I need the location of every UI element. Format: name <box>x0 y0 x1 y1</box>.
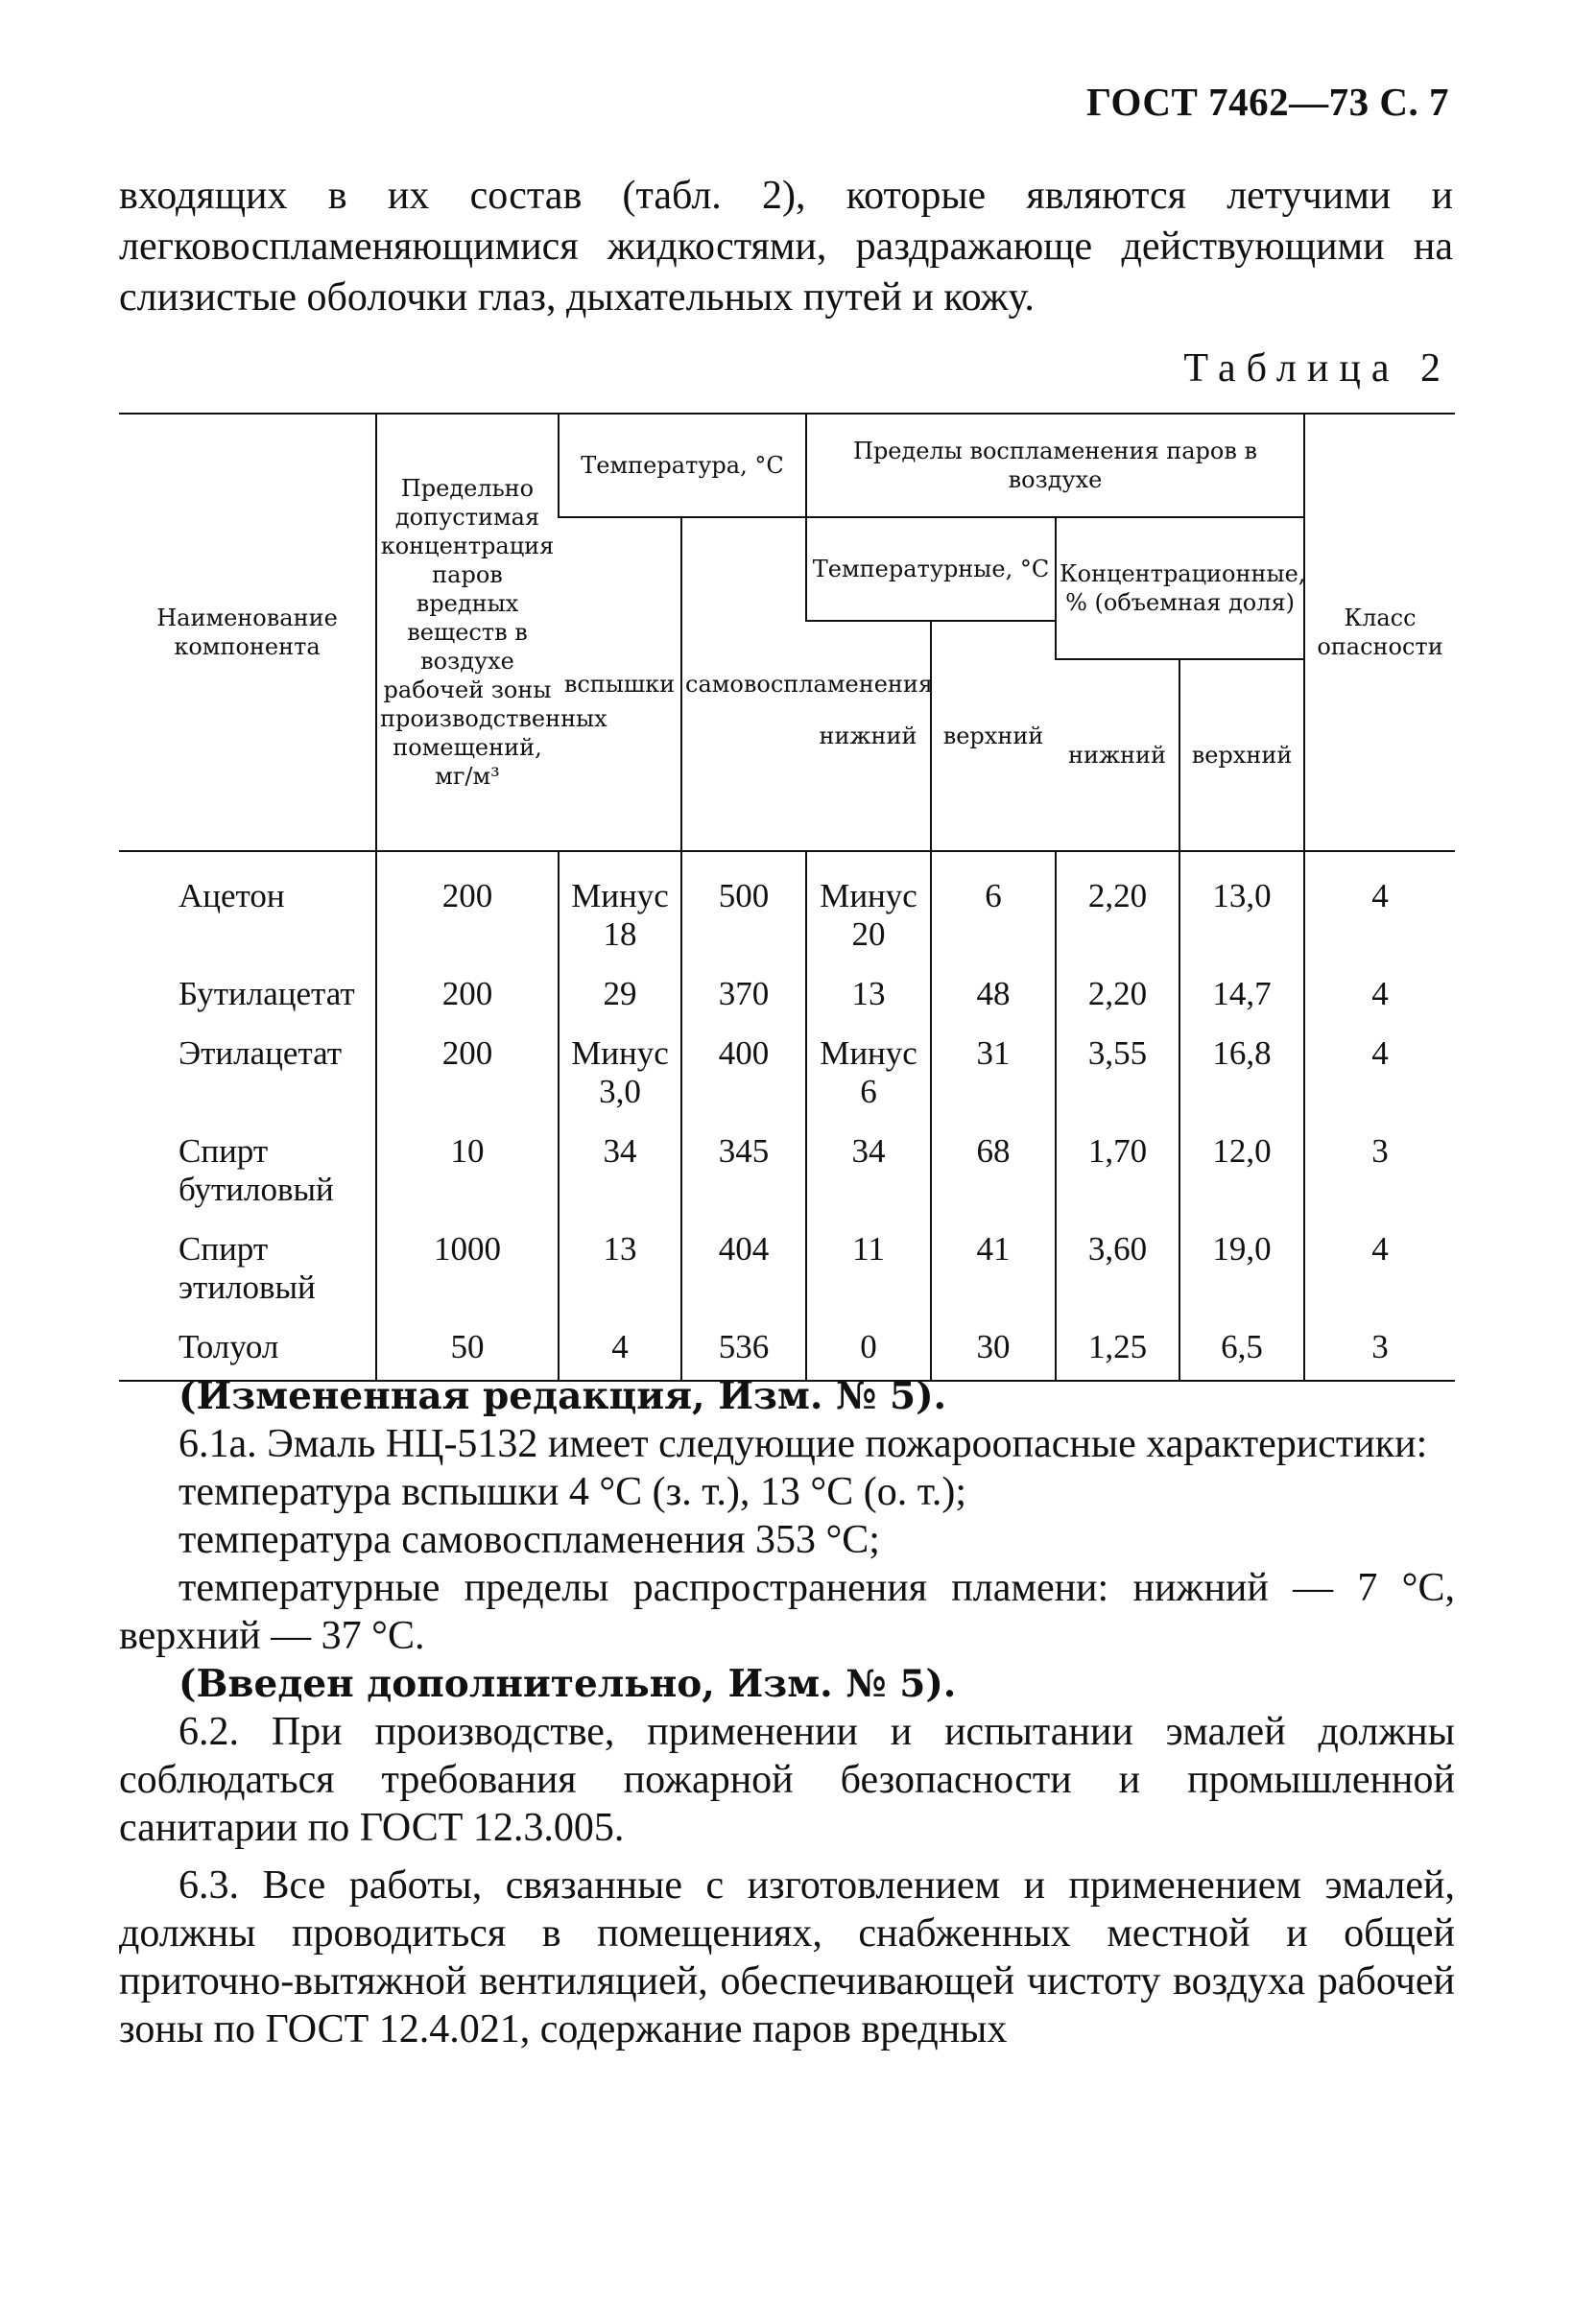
header-name: Наименование компонента <box>119 414 376 851</box>
cell-temp-upper: 6 <box>931 851 1056 965</box>
cell-class: 4 <box>1304 1025 1455 1123</box>
cell-temp-lower: 34 <box>806 1123 931 1221</box>
cell-conc-lower: 1,70 <box>1056 1123 1179 1221</box>
cell-conc-upper: 12,0 <box>1179 1123 1304 1221</box>
cell-class: 4 <box>1304 1221 1455 1318</box>
cell-conc-upper: 13,0 <box>1179 851 1304 965</box>
list-item-flash-point: температура вспышки 4 °С (з. т.), 13 °С (о. т.); <box>179 1470 967 1514</box>
cell-temp-upper: 30 <box>931 1318 1056 1381</box>
cell-conc-lower: 2,20 <box>1056 965 1179 1025</box>
cell-conc-lower: 1,25 <box>1056 1318 1179 1381</box>
cell-pdk: 1000 <box>376 1221 559 1318</box>
cell-flash: Минус 3,0 <box>559 1025 681 1123</box>
cell-temp-upper: 31 <box>931 1025 1056 1123</box>
header-temp-limits: Температурные, °С <box>806 517 1056 621</box>
header-conc-lower: нижний <box>1056 659 1179 851</box>
header-temp-upper: верхний <box>931 621 1056 851</box>
cell-conc-upper: 16,8 <box>1179 1025 1304 1123</box>
cell-pdk: 200 <box>376 965 559 1025</box>
table-header <box>119 414 1455 851</box>
cell-autoignition: 400 <box>681 1025 806 1123</box>
cell-pdk: 50 <box>376 1318 559 1381</box>
header-conc-upper: верхний <box>1179 659 1304 851</box>
intro-paragraph: входящих в их состав (табл. 2), которые являются летучими и легковоспламеняющимися жидкостями, раздражающе действующими на слизистые оболочки глаз, дыхательных путей и кожу. <box>119 174 1453 320</box>
table-caption: Таблица 2 <box>1183 346 1451 391</box>
cell-name: Этилацетат <box>179 1034 343 1072</box>
table-row <box>119 1123 1455 1221</box>
cell-class: 3 <box>1304 1123 1455 1221</box>
body-text <box>119 1372 1455 2053</box>
list-item-flame-limits: температурные пределы распространения пламени: нижний — 7 °С, верхний — 37 °С. <box>119 1566 1455 1658</box>
cell-conc-upper: 19,0 <box>1179 1221 1304 1318</box>
amendment-note-1: (Измененная редакция, Изм. № 5). <box>179 1374 947 1418</box>
cell-class: 4 <box>1304 851 1455 965</box>
cell-class: 3 <box>1304 1318 1455 1381</box>
cell-pdk: 200 <box>376 1025 559 1123</box>
components-table <box>119 413 1455 1382</box>
table-row <box>119 1025 1455 1123</box>
header-pdk <box>376 414 607 851</box>
cell-pdk: 200 <box>376 851 559 965</box>
paragraph-6-2: 6.2. При производстве, применении и испытании эмалей должны соблюдаться требования пожарной безопасности и промышленной санитарии по ГОСТ 12.3.005. <box>119 1710 1455 1850</box>
cell-name: Толуол <box>179 1328 279 1365</box>
cell-flash: 13 <box>559 1221 681 1318</box>
header-pdk-text: Предельно допустимая концентрация паров вредных веществ в воздухе рабочей зоны производственных помещений, мг/м³ <box>380 475 607 790</box>
cell-class: 4 <box>1304 965 1455 1025</box>
table-row <box>119 851 1455 965</box>
cell-autoignition: 345 <box>681 1123 806 1221</box>
cell-temp-upper: 68 <box>931 1123 1056 1221</box>
cell-flash: 34 <box>559 1123 681 1221</box>
cell-flash: Минус 18 <box>559 851 681 965</box>
cell-flash: 29 <box>559 965 681 1025</box>
cell-name: Бутилацетат <box>179 975 355 1012</box>
cell-autoignition: 370 <box>681 965 806 1025</box>
cell-temp-lower: 13 <box>806 965 931 1025</box>
cell-name: Ацетон <box>179 877 285 914</box>
header-temperature: Температура, °С <box>559 414 806 517</box>
cell-temp-lower: Минус 20 <box>806 851 931 965</box>
cell-autoignition: 500 <box>681 851 806 965</box>
cell-conc-upper: 6,5 <box>1179 1318 1304 1381</box>
header-flash: вспышки <box>559 517 681 851</box>
header-hazard-class: Класс опасности <box>1304 414 1455 851</box>
cell-temp-lower: 0 <box>806 1318 931 1381</box>
header-temp-lower: нижний <box>806 621 931 851</box>
cell-conc-lower: 3,60 <box>1056 1221 1179 1318</box>
cell-flash: 4 <box>559 1318 681 1381</box>
cell-temp-lower: Минус 6 <box>806 1025 931 1123</box>
cell-temp-upper: 48 <box>931 965 1056 1025</box>
paragraph-6-3: 6.3. Все работы, связанные с изготовлением и применением эмалей, должны проводиться в помещениях, снабженных местной и общей приточно-вытяжной вентиляцией, обеспечивающей чистоту воздуха рабочей зоны по ГОСТ 12.4.021, содержание паров вредных <box>119 1863 1455 2051</box>
paragraph-6-1a: 6.1а. Эмаль НЦ-5132 имеет следующие пожароопасные характеристики: <box>179 1422 1428 1466</box>
cell-pdk: 10 <box>376 1123 559 1221</box>
list-item-autoignition: температура самовоспламенения 353 °С; <box>179 1518 880 1562</box>
cell-conc-lower: 2,20 <box>1056 851 1179 965</box>
cell-temp-upper: 41 <box>931 1221 1056 1318</box>
page-header: ГОСТ 7462—73 С. 7 <box>1085 80 1449 124</box>
table-row <box>119 965 1455 1025</box>
header-limits: Пределы воспламенения паров в воздухе <box>806 414 1304 517</box>
cell-conc-lower: 3,55 <box>1056 1025 1179 1123</box>
amendment-note-2: (Введен дополнительно, Изм. № 5). <box>179 1662 957 1706</box>
cell-autoignition: 536 <box>681 1318 806 1381</box>
cell-name: Спирт этиловый <box>179 1230 316 1306</box>
cell-autoignition: 404 <box>681 1221 806 1318</box>
table-body <box>119 851 1455 1381</box>
header-conc-limits: Концентрационные, % (объемная доля) <box>1056 517 1304 659</box>
cell-temp-lower: 11 <box>806 1221 931 1318</box>
cell-name: Спирт бутиловый <box>179 1132 334 1208</box>
header-autoignition: самовоспламенения <box>681 517 806 851</box>
cell-conc-upper: 14,7 <box>1179 965 1304 1025</box>
table-row <box>119 1221 1455 1318</box>
